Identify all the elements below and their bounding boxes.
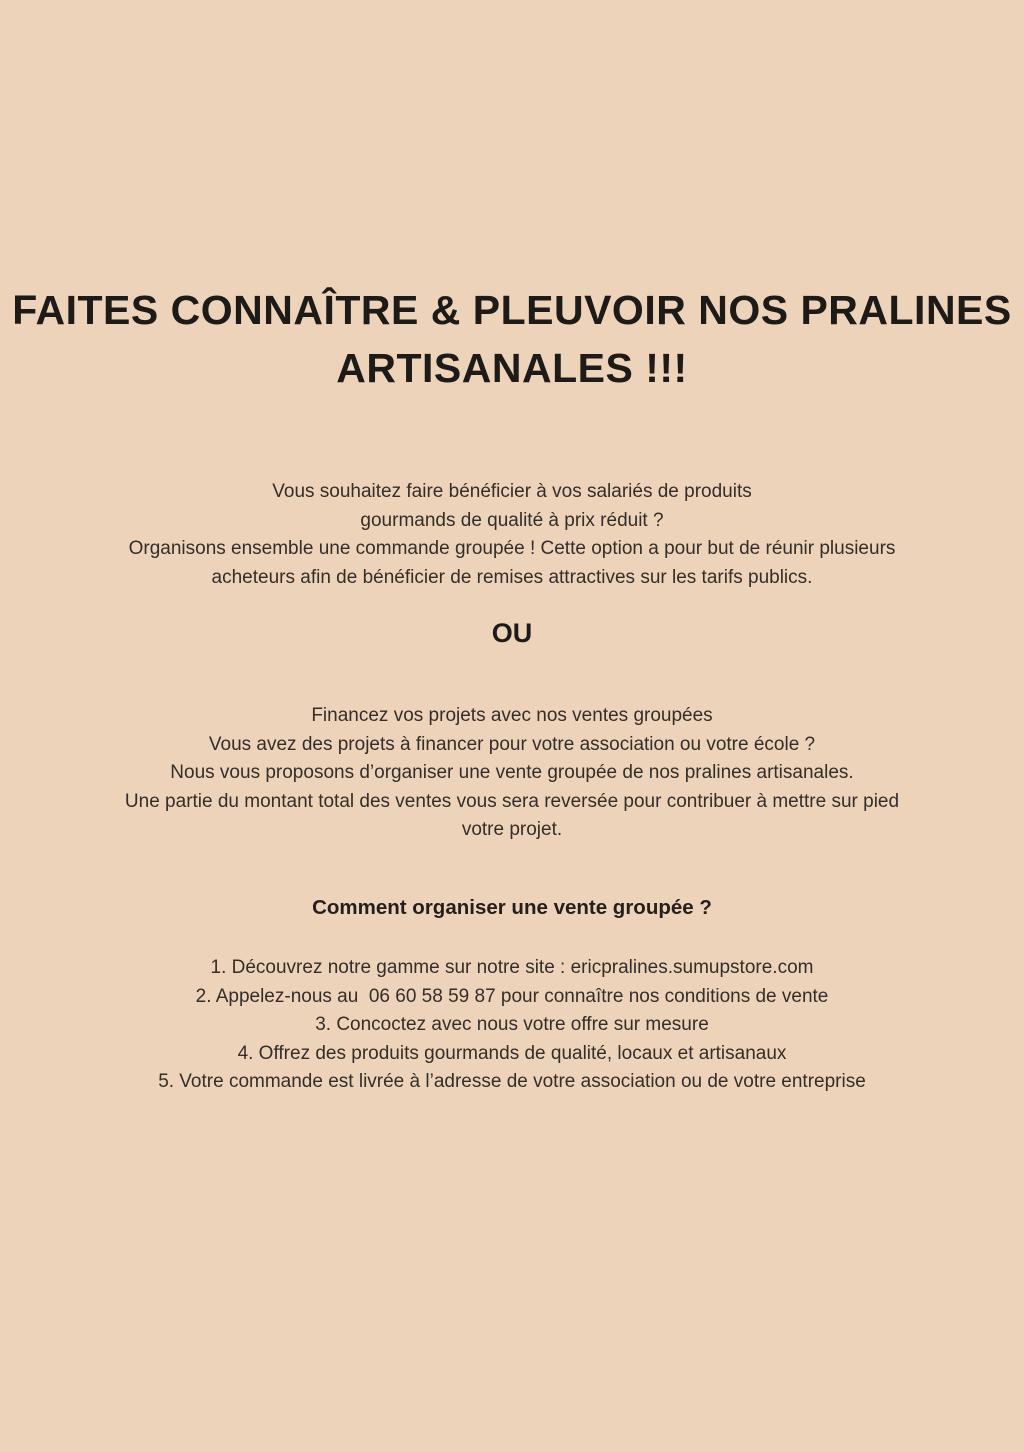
steps-list (0, 954, 1024, 1097)
financing-line: Nous vous proposons d’organiser une vente groupée de nos pralines artisanales. (170, 762, 854, 783)
intro-line: acheteurs afin de bénéficier de remises attractives sur les tarifs publics. (211, 566, 813, 588)
step-item: 2. Appelez-nous au 06 60 58 59 87 pour connaître nos conditions de vente (195, 985, 829, 1007)
step-item: 1. Découvrez notre gamme sur notre site : ericpralines.sumupstore.com (210, 957, 814, 978)
step-item: 5. Votre commande est livrée à l’adresse de votre association ou de votre entreprise (158, 1071, 866, 1092)
financing-line: Financez vos projets avec nos ventes groupées (311, 705, 713, 726)
step-item: 4. Offrez des produits gourmands de qualité, locaux et artisanaux (237, 1042, 787, 1064)
page-title (0, 281, 1024, 397)
step-item: 3. Concoctez avec nous votre offre sur mesure (315, 1014, 709, 1035)
or-separator: OU (491, 618, 533, 648)
intro-line: gourmands de qualité à prix réduit ? (360, 509, 664, 531)
page-title-line2: ARTISANALES !!! (336, 345, 688, 391)
page-title-line1: FAITES CONNAÎTRE & PLEUVOIR NOS PRALINES (12, 287, 1012, 333)
how-to-heading: Comment organiser une vente groupée ? (312, 896, 712, 919)
intro-line: Vous souhaitez faire bénéficier à vos salariés de produits (272, 481, 752, 502)
intro-paragraph (0, 478, 1024, 592)
financing-line: votre projet. (461, 819, 563, 840)
intro-line: Organisons ensemble une commande groupée ! Cette option a pour but de réunir plusieurs (128, 538, 896, 559)
financing-paragraph (0, 702, 1024, 845)
financing-line: Vous avez des projets à financer pour votre association ou votre école ? (208, 733, 816, 755)
financing-line: Une partie du montant total des ventes vous sera reversée pour contribuer à mettre sur pied (124, 790, 900, 812)
